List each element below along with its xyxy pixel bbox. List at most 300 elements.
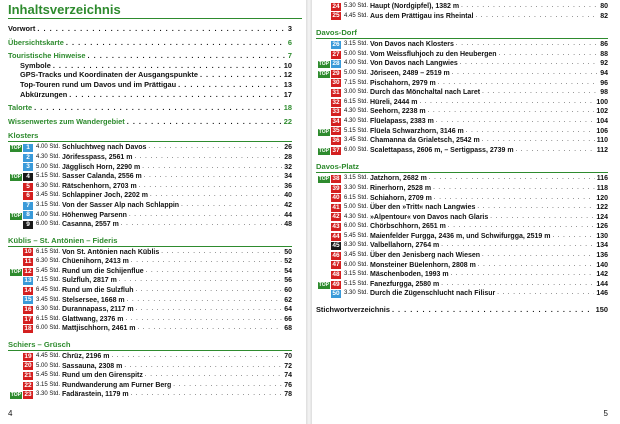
tour-entry[interactable] [316, 203, 608, 213]
tour-entry[interactable] [316, 107, 608, 117]
top-badge: TOP [10, 174, 21, 181]
tour-number: 25 [332, 12, 340, 20]
tour-name: Chamanna da Grialetsch, 2542 m [370, 137, 480, 145]
tour-page: 94 [600, 69, 608, 77]
tour-entry[interactable] [8, 381, 292, 391]
dot-leader [460, 59, 598, 69]
tour-name: Rätschenhorn, 2703 m [62, 182, 137, 190]
tour-number: 23 [24, 391, 32, 399]
tour-name: Haupt (Nordgipfel), 1382 m [370, 3, 460, 10]
tour-entry[interactable] [316, 79, 608, 89]
dot-leader [181, 201, 282, 211]
tour-number: 8 [23, 211, 33, 219]
tour-page: 140 [596, 261, 608, 269]
tour-entry[interactable] [316, 241, 608, 251]
tour-entry[interactable] [8, 172, 292, 182]
tour-entry[interactable] [316, 280, 608, 290]
toc-entry-page: 17 [283, 89, 292, 99]
toc-entry[interactable] [8, 61, 292, 71]
dot-leader [448, 222, 594, 232]
tour-duration: 5.00 Std. [36, 362, 61, 369]
tour-number: 16 [24, 306, 32, 314]
tour-name: Mäschenboden, 1993 m [370, 271, 449, 279]
toc-entry-label: Symbole [20, 60, 51, 70]
tour-entry[interactable] [8, 324, 292, 334]
tour-page: 144 [596, 280, 608, 288]
dot-leader [148, 143, 282, 153]
tour-entry[interactable] [8, 296, 292, 306]
toc-entry[interactable] [8, 90, 292, 100]
tour-name: Schluchtweg nach Davos [62, 144, 147, 152]
tour-name: Von der Sasser Alp nach Schlappin [62, 201, 180, 209]
tour-name: Glattwang, 2376 m [62, 315, 124, 323]
tour-entry[interactable] [8, 352, 292, 362]
tour-duration: 5.45 Std. [344, 232, 369, 239]
tour-page: 88 [600, 50, 608, 58]
top-badge: TOP [10, 268, 21, 275]
dot-leader [134, 153, 282, 163]
tour-number: 14 [24, 286, 32, 294]
tour-number: 46 [332, 251, 340, 259]
tour-duration: 6.45 Std. [36, 287, 61, 294]
top-badge: TOP [10, 212, 21, 219]
tour-entry[interactable] [8, 201, 292, 211]
tour-duration: 4.30 Std. [344, 117, 369, 124]
tour-duration: 6.00 Std. [344, 261, 369, 268]
tour-page: 50 [284, 248, 292, 256]
section-rule [316, 172, 608, 173]
tour-entry[interactable] [316, 40, 608, 50]
dot-leader [499, 50, 599, 60]
top-marker [8, 390, 22, 400]
toc-entry-page: 150 [595, 305, 608, 315]
dot-leader [131, 257, 282, 267]
dot-leader [478, 261, 595, 271]
tour-duration: 6.30 Std. [36, 182, 61, 189]
tour-number: 42 [332, 213, 340, 221]
tour-name: Über den »Tritt« nach Langwies [370, 204, 476, 212]
tour-duration: 4.00 Std. [344, 60, 369, 67]
tour-duration: 5.30 Std. [344, 3, 369, 9]
tour-duration: 5.00 Std. [344, 69, 369, 76]
toc-entry-page: 6 [287, 37, 292, 47]
tour-number: 10 [24, 248, 32, 256]
tour-page: 82 [600, 12, 608, 20]
tour-page: 76 [284, 381, 292, 389]
tour-entry[interactable] [316, 194, 608, 204]
tour-number: 5 [23, 183, 33, 191]
section-heading: Schiers – Grüsch [8, 340, 71, 350]
tour-number: 7 [23, 202, 33, 210]
tour-entry[interactable] [316, 136, 608, 146]
tour-name: Von Davos nach Langwies [370, 60, 458, 68]
tour-page: 118 [596, 184, 608, 192]
tour-entry[interactable] [8, 305, 292, 315]
tour-name: Seehorn, 2238 m [370, 108, 426, 116]
dot-leader [161, 248, 282, 258]
top-marker [8, 267, 22, 277]
toc-entry[interactable] [8, 51, 292, 61]
tour-duration: 6.30 Std. [36, 258, 61, 265]
tour-duration: 3.30 Std. [344, 184, 369, 191]
tour-page: 130 [596, 232, 608, 240]
tour-page: 36 [284, 182, 292, 190]
dot-leader [121, 220, 282, 230]
dot-leader [136, 286, 283, 296]
tour-name: Jörifesspass, 2561 m [62, 153, 133, 161]
tour-page: 72 [284, 362, 292, 370]
tour-name: Hüreli, 2444 m [370, 98, 418, 106]
tour-duration: 3.45 Std. [344, 252, 369, 259]
dot-leader [131, 390, 283, 400]
tour-entry[interactable] [8, 267, 292, 277]
tour-duration: 5.00 Std. [344, 204, 369, 211]
top-badge: TOP [318, 61, 329, 68]
tour-page: 44 [284, 211, 292, 219]
top-badge: TOP [318, 70, 329, 77]
tour-number: 36 [332, 136, 340, 144]
tour-entry[interactable] [8, 276, 292, 286]
toc-left-column [8, 24, 292, 400]
tour-number: 34 [332, 117, 340, 125]
tour-entry[interactable] [316, 213, 608, 223]
toc-entry-page: 12 [283, 70, 292, 80]
tour-name: »Alpentour« von Davos nach Glaris [370, 213, 489, 221]
dot-leader [111, 352, 282, 362]
tour-duration: 3.00 Std. [344, 89, 369, 96]
tour-page: 60 [284, 287, 292, 295]
dot-leader [124, 362, 282, 372]
tour-entry[interactable] [316, 117, 608, 127]
toc-entry-label: Wissenwertes zum Wandergebiet [8, 116, 125, 126]
dot-leader [482, 88, 598, 98]
tour-number: 4 [23, 173, 33, 181]
toc-entry[interactable] [8, 80, 292, 90]
tour-entry[interactable] [8, 211, 292, 221]
tour-number: 38 [332, 175, 340, 183]
tour-entry[interactable] [8, 248, 292, 258]
tour-page: 78 [284, 391, 292, 399]
dot-leader [441, 241, 594, 251]
toc-entry-page: 7 [287, 51, 292, 61]
tour-duration: 3.15 Std. [344, 271, 369, 278]
tour-number: 21 [24, 372, 32, 380]
tour-page: 26 [284, 144, 292, 152]
tour-name: Vom Weissfluhjoch zu den Heubergen [370, 50, 497, 58]
tour-page: 126 [596, 223, 608, 231]
tour-duration: 4.30 Std. [344, 108, 369, 115]
dot-leader [475, 12, 598, 22]
dot-leader [125, 315, 282, 325]
dot-leader [497, 289, 594, 299]
tour-page: 62 [284, 296, 292, 304]
tour-entry[interactable] [316, 289, 608, 299]
dot-leader [88, 51, 286, 61]
tour-number: 33 [332, 108, 340, 116]
tour-name: Jatzhorn, 2682 m [370, 175, 427, 183]
tour-name: Sassauna, 2308 m [62, 362, 123, 370]
dot-leader [433, 184, 595, 194]
tour-page: 134 [596, 242, 608, 250]
tour-page: 32 [284, 163, 292, 171]
tour-entry[interactable] [316, 12, 608, 22]
tour-entry[interactable] [8, 257, 292, 267]
tour-entry[interactable] [8, 220, 292, 230]
tour-entry[interactable] [316, 261, 608, 271]
tour-name: Rund um die Sulzfluh [62, 287, 134, 295]
tour-name: Durannapass, 2117 m [62, 306, 134, 314]
tour-number: 29 [332, 69, 340, 77]
dot-leader [53, 61, 282, 71]
tour-entry[interactable] [316, 174, 608, 184]
tour-name: Valbellahorn, 2764 m [370, 242, 440, 250]
tour-page: 112 [596, 146, 608, 154]
dot-leader [150, 191, 282, 201]
tour-number: 17 [24, 315, 32, 323]
tour-name: Sulzfluh, 2817 m [62, 277, 117, 285]
tour-entry[interactable] [8, 153, 292, 163]
tour-name: Rundwanderung am Furner Berg [62, 381, 172, 389]
tour-duration: 4.00 Std. [36, 144, 61, 151]
tour-number: 35 [332, 127, 340, 135]
tour-number: 11 [24, 258, 32, 266]
tour-page: 142 [596, 271, 608, 279]
toc-entry[interactable] [8, 103, 292, 113]
section-rule [8, 141, 292, 142]
tour-entry[interactable] [8, 286, 292, 296]
section-rule [8, 246, 292, 247]
tour-entry[interactable] [8, 315, 292, 325]
tour-entry[interactable] [316, 184, 608, 194]
toc-entry-page: 3 [287, 24, 292, 33]
dot-leader [37, 24, 286, 34]
dot-leader [146, 267, 283, 277]
tour-duration: 5.15 Std. [36, 173, 61, 180]
tour-entry[interactable] [316, 222, 608, 232]
tour-entry[interactable] [316, 59, 608, 69]
tour-name: Rund um die Schijenfluе [62, 267, 144, 275]
tour-entry[interactable] [316, 127, 608, 137]
tour-duration: 4.30 Std. [344, 213, 369, 220]
top-marker [8, 143, 22, 153]
tour-duration: 6.15 Std. [344, 194, 369, 201]
tour-number: 24 [332, 2, 340, 10]
tour-entry[interactable] [316, 50, 608, 60]
tour-page: 70 [284, 353, 292, 361]
tour-entry[interactable] [8, 390, 292, 400]
tour-page: 28 [284, 153, 292, 161]
toc-entry[interactable] [8, 117, 292, 127]
toc-entry[interactable] [8, 70, 292, 80]
top-badge: TOP [318, 281, 329, 288]
tour-page: 68 [284, 325, 292, 333]
tour-page: 66 [284, 315, 292, 323]
top-badge: TOP [318, 176, 329, 183]
top-marker [316, 146, 330, 156]
right-page [312, 0, 620, 424]
tour-number: 45 [332, 242, 340, 250]
dot-leader [482, 136, 595, 146]
tour-duration: 4.00 Std. [36, 211, 61, 218]
top-badge: TOP [10, 145, 21, 152]
dot-leader [127, 296, 283, 306]
toc-entry-label: GPS-Tracks und Koordinaten der Ausgangspunkte [20, 70, 198, 80]
tour-name: Mattjischhorn, 2461 m [62, 325, 136, 333]
dot-leader [438, 79, 598, 89]
top-badge: TOP [318, 147, 329, 154]
tour-duration: 6.00 Std. [344, 146, 369, 153]
tour-number: 9 [23, 221, 33, 229]
tour-number: 31 [332, 88, 340, 96]
tour-duration: 6.00 Std. [344, 223, 369, 230]
section-rule [8, 350, 292, 351]
tour-number: 50 [332, 290, 340, 298]
tour-duration: 4.45 Std. [344, 12, 369, 19]
tour-entry[interactable] [8, 191, 292, 201]
tour-entry[interactable] [316, 251, 608, 261]
tour-entry[interactable] [316, 270, 608, 280]
tour-number: 3 [23, 163, 33, 171]
toc-entry[interactable] [8, 24, 292, 34]
tour-page: 100 [596, 98, 608, 106]
tour-entry[interactable] [8, 163, 292, 173]
tour-entry[interactable] [8, 362, 292, 372]
page-title: Inhaltsverzeichnis [8, 2, 121, 17]
tour-duration: 5.45 Std. [36, 372, 61, 379]
tour-duration: 7.15 Std. [344, 79, 369, 86]
tour-entry[interactable] [8, 371, 292, 381]
tour-page: 52 [284, 258, 292, 266]
tour-number: 49 [332, 280, 340, 288]
dot-leader [436, 117, 594, 127]
toc-entry[interactable] [8, 38, 292, 48]
tour-entry[interactable] [316, 2, 608, 12]
tour-name: Schlappiner Joch, 2202 m [62, 192, 148, 200]
tour-entry[interactable] [8, 143, 292, 153]
tour-name: Jägglisch Horn, 2290 m [62, 163, 141, 171]
tour-duration: 3.45 Std. [36, 296, 61, 303]
section-heading: Küblis – St. Antönien – Fideris [8, 235, 118, 245]
toc-right-column [316, 2, 608, 315]
tour-number: 6 [23, 192, 33, 200]
tour-entry[interactable] [316, 232, 608, 242]
tour-number: 48 [332, 271, 340, 279]
page-number-left: 4 [8, 409, 13, 418]
toc-entry-page: 10 [283, 60, 292, 70]
dot-leader [142, 163, 282, 173]
tour-name: Fadärastein, 1179 m [62, 391, 129, 399]
dot-leader [461, 2, 598, 12]
title-rule [8, 18, 302, 19]
dot-leader [452, 69, 598, 79]
top-badge: TOP [318, 128, 329, 135]
tour-page: 124 [596, 213, 608, 221]
tour-page: 40 [284, 192, 292, 200]
dot-leader [178, 80, 282, 90]
tour-number: 15 [24, 296, 32, 304]
dot-leader [69, 90, 282, 100]
top-marker [316, 174, 330, 184]
tour-duration: 4.30 Std. [36, 153, 61, 160]
toc-entry-label: Stichwortverzeichnis [316, 305, 390, 315]
tour-number: 22 [24, 381, 32, 389]
tour-duration: 5.15 Std. [344, 127, 369, 134]
dot-leader [136, 305, 283, 315]
top-marker [8, 172, 22, 182]
tour-name: Über den Jenisberg nach Wiesen [370, 252, 481, 260]
toc-entry-page: 22 [283, 116, 292, 126]
tour-entry[interactable] [316, 146, 608, 156]
top-marker [316, 280, 330, 290]
top-marker [316, 69, 330, 79]
dot-leader [144, 172, 282, 182]
tour-name: Fanezfurgga, 2580 m [370, 280, 440, 288]
toc-entry-label: Top-Touren rund um Davos und im Prättigau [20, 79, 177, 89]
tour-duration: 6.15 Std. [344, 98, 369, 105]
tour-name: Höhenweg Parsenn [62, 211, 127, 219]
tour-name: Sasser Calanda, 2556 m [62, 173, 142, 181]
tour-page: 104 [596, 117, 608, 125]
toc-entry-label: Touristische Hinweise [8, 51, 86, 61]
tour-entry[interactable] [316, 98, 608, 108]
tour-number: 1 [23, 144, 33, 152]
top-marker [316, 59, 330, 69]
tour-entry[interactable] [316, 69, 608, 79]
tour-duration: 3.45 Std. [36, 192, 61, 199]
tour-page: 92 [600, 60, 608, 68]
dot-leader [490, 213, 594, 223]
tour-duration: 4.45 Std. [36, 353, 61, 360]
tour-name: Von Davos nach Klosters [370, 41, 454, 49]
tour-duration: 3.30 Std. [36, 391, 61, 398]
tour-name: Rund um den Girenspitz [62, 372, 143, 380]
tour-page: 122 [596, 204, 608, 212]
dot-leader [466, 127, 595, 137]
tour-number: 40 [332, 194, 340, 202]
tour-number: 2 [23, 154, 33, 162]
tour-page: 42 [284, 201, 292, 209]
tour-number: 43 [332, 223, 340, 231]
tour-duration: 5.00 Std. [36, 163, 61, 170]
dot-leader [482, 251, 594, 261]
dot-leader [477, 203, 594, 213]
tour-name: Durch die Zügenschlucht nach Filisur [370, 290, 496, 298]
tour-page: 56 [284, 277, 292, 285]
index-entry[interactable] [316, 305, 608, 315]
section-heading: Klosters [8, 131, 39, 141]
tour-entry[interactable] [316, 88, 608, 98]
dot-leader [66, 38, 286, 48]
tour-name: Jöriseen, 2489 – 2519 m [370, 69, 450, 77]
dot-leader [428, 107, 595, 117]
toc-entry-page: 13 [283, 79, 292, 89]
tour-number: 19 [24, 352, 32, 360]
tour-page: 34 [284, 173, 292, 181]
section-heading: Davos-Dorf [316, 28, 357, 38]
tour-name: Chrüz, 2196 m [62, 353, 110, 361]
tour-page: 102 [596, 108, 608, 116]
tour-page: 48 [284, 221, 292, 229]
tour-number: 37 [332, 146, 340, 154]
dot-leader [145, 371, 282, 381]
tour-name: Maienfelder Furgga, 2436 m, und Schwifurgga, 2519 m [370, 232, 551, 240]
left-page [0, 0, 306, 424]
tour-page: 64 [284, 306, 292, 314]
tour-duration: 3.45 Std. [344, 137, 369, 144]
tour-entry[interactable] [8, 182, 292, 192]
tour-name: Rinerhorn, 2528 m [370, 184, 432, 192]
tour-number: 39 [332, 184, 340, 192]
